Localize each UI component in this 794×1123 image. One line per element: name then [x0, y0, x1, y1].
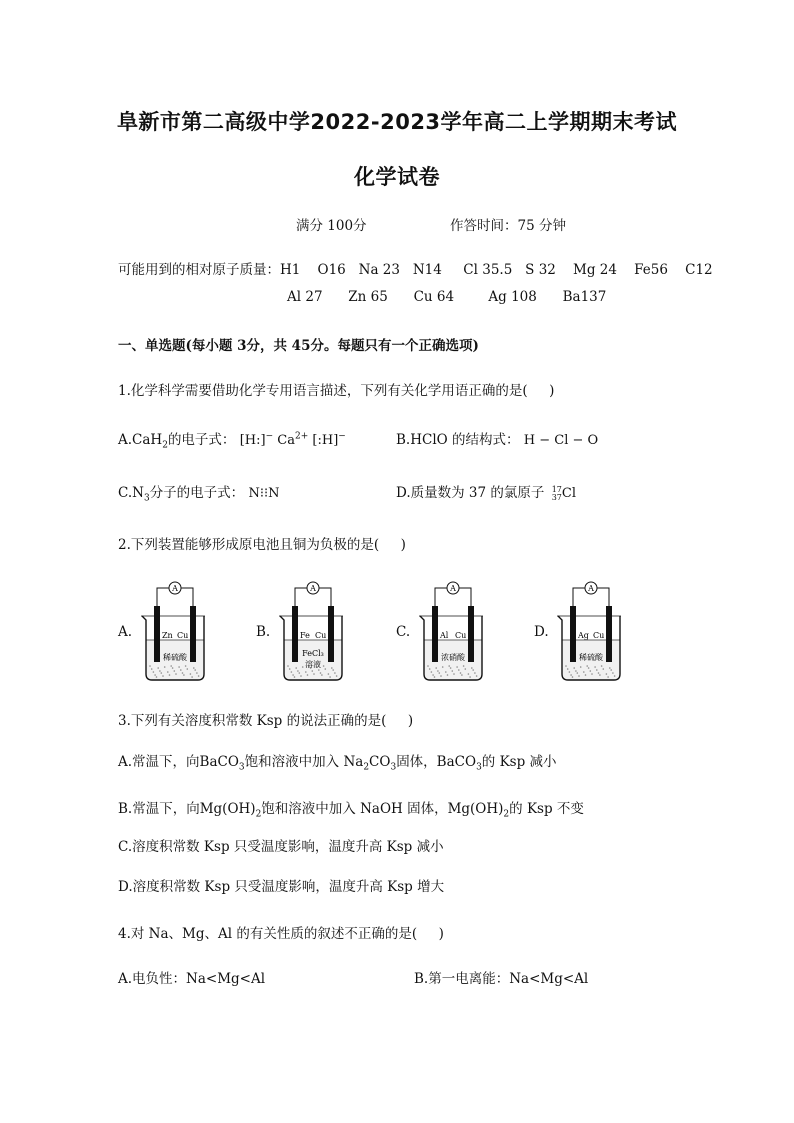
sediment-dot — [570, 674, 572, 676]
exam-subtitle: 化学试卷 — [354, 165, 440, 189]
sediment-dot — [583, 671, 585, 673]
sediment-dot — [614, 675, 616, 677]
q2-beaker-0 — [138, 576, 212, 684]
sediment-dot — [300, 675, 302, 677]
sediment-dot — [299, 672, 301, 674]
sediment-dot — [170, 665, 172, 667]
sediment-dot — [458, 669, 460, 671]
electrode-left — [154, 606, 160, 662]
sediment-dot — [596, 669, 598, 671]
q1-d-isotope-numbers: 17 37 — [551, 484, 562, 502]
sediment-dot — [452, 670, 454, 672]
solution-label-2: 溶液 — [305, 660, 321, 669]
sediment-dot — [305, 671, 307, 673]
sediment-dot — [312, 670, 314, 672]
wire-right — [319, 588, 331, 608]
sediment-dot — [320, 672, 322, 674]
electrode-left-label: Fe — [300, 631, 310, 640]
sediment-dot — [599, 674, 601, 676]
sediment-dot — [585, 674, 587, 676]
sediment-dot — [154, 674, 156, 676]
sediment-dot — [465, 668, 467, 670]
electrode-left — [570, 606, 576, 662]
sediment-dot — [575, 670, 577, 672]
sediment-dot — [572, 676, 574, 678]
q4-option-b: B.第一电离能：Na<Mg<Al — [414, 971, 589, 987]
sediment-dot — [325, 668, 327, 670]
q2-option-label-3: D. — [534, 624, 549, 640]
sediment-dot — [460, 672, 462, 674]
sediment-dot — [334, 672, 336, 674]
sediment-dot — [198, 675, 200, 677]
electrode-left — [292, 606, 298, 662]
q3-stem: 3.下列有关溶度积常数 Ksp 的说法正确的是( ) — [118, 713, 414, 729]
sediment-dot — [162, 675, 164, 677]
sediment-dot — [461, 674, 463, 676]
sediment-dot — [302, 666, 304, 668]
q1-b-formula: H − Cl − O — [523, 433, 599, 448]
wire-left — [573, 588, 585, 608]
solution-label: 稀硫酸 — [579, 653, 603, 662]
sediment-dot — [594, 666, 596, 668]
sediment-dot — [463, 665, 465, 667]
sediment-dot — [429, 668, 431, 670]
electrode-right — [606, 606, 612, 662]
sediment-dot — [603, 668, 605, 670]
electrode-right — [468, 606, 474, 662]
atomic-masses-line1 — [118, 258, 713, 278]
q1-option-a: A.CaH$_2$的电子式： [H:]− $Ca^{2+}$ [:H]− — [118, 431, 346, 451]
sediment-dot — [609, 667, 611, 669]
q2-option-label-1: B. — [256, 624, 271, 640]
electrode-left-label: Zn — [162, 631, 173, 640]
sediment-dot — [472, 669, 474, 671]
electrode-right-label: Cu — [455, 631, 467, 640]
solution-label: 稀硫酸 — [163, 653, 187, 662]
sediment-dot — [578, 675, 580, 677]
q3-option-d: D.溶度积常数 Ksp 只受温度影响，温度升高 Ksp 增大 — [118, 879, 445, 895]
sediment-dot — [450, 667, 452, 669]
sediment-dot — [193, 667, 195, 669]
sediment-dot — [448, 665, 450, 667]
sediment-dot — [178, 666, 180, 668]
wire-left — [157, 588, 169, 608]
solution-label: 浓硝酸 — [441, 653, 465, 662]
sediment-dot — [453, 673, 455, 675]
wire-left — [435, 588, 447, 608]
atomic-masses-label: 可能用到的相对原子质量： — [118, 262, 280, 278]
time-limit: 作答时间：75 分钟 — [450, 218, 566, 234]
wire-right — [181, 588, 193, 608]
sediment-dot — [591, 673, 593, 675]
q2-beaker-3 — [554, 576, 628, 684]
sediment-dot — [456, 666, 458, 668]
sediment-dot — [294, 676, 296, 678]
ammeter-letter: A — [588, 584, 594, 593]
sediment-dot — [469, 676, 471, 678]
q2-beaker-1 — [276, 576, 350, 684]
electrode-right-label: Cu — [593, 631, 605, 640]
sediment-dot — [156, 676, 158, 678]
sediment-dot — [331, 667, 333, 669]
sediment-dot — [468, 673, 470, 675]
ammeter-letter: A — [450, 584, 456, 593]
electrode-left — [432, 606, 438, 662]
sediment-dot — [612, 672, 614, 674]
q2-beaker-2 — [416, 576, 490, 684]
sediment-dot — [440, 675, 442, 677]
sediment-dot — [185, 665, 187, 667]
sediment-dot — [307, 674, 309, 676]
q1-c-formula: N⁝⁝N — [248, 486, 280, 501]
q4-option-a: A.电负性：Na<Mg<Al — [118, 971, 266, 987]
sediment-dot — [434, 676, 436, 678]
sediment-dot — [159, 670, 161, 672]
sediment-dot — [437, 670, 439, 672]
wire-right — [459, 588, 471, 608]
q1-option-b: B.HClO 的结构式： H − Cl − O — [396, 432, 599, 448]
sediment-dot — [607, 676, 609, 678]
sediment-dot — [565, 665, 567, 667]
sediment-dot — [447, 674, 449, 676]
sediment-dot — [474, 672, 476, 674]
sediment-dot — [427, 665, 429, 667]
ammeter-letter: A — [172, 584, 178, 593]
sediment-dot — [588, 667, 590, 669]
exam-title: 阜新市第二高级中学2022-2023学年高二上学期期末考试 — [116, 110, 678, 134]
sediment-dot — [336, 675, 338, 677]
sediment-dot — [476, 675, 478, 677]
sediment-dot — [151, 668, 153, 670]
sediment-dot — [291, 671, 293, 673]
electrode-left-label: Al — [440, 631, 449, 640]
sediment-dot — [445, 671, 447, 673]
sediment-dot — [586, 665, 588, 667]
sediment-dot — [431, 671, 433, 673]
q1-stem: 1.化学科学需要借助化学专用语言描述，下列有关化学用语正确的是( ) — [118, 383, 555, 399]
q2-stem: 2.下列装置能够形成原电池且铜为负极的是( ) — [118, 537, 406, 553]
wire-right — [597, 588, 609, 608]
sediment-dot — [187, 668, 189, 670]
sediment-dot — [190, 673, 192, 675]
sediment-dot — [580, 666, 582, 668]
sediment-dot — [180, 669, 182, 671]
sediment-dot — [435, 667, 437, 669]
sediment-dot — [318, 669, 320, 671]
sediment-dot — [598, 672, 600, 674]
section-heading: 一、单选题(每小题 3分，共 45分。每题只有一个正确选项) — [118, 338, 479, 354]
sediment-dot — [321, 674, 323, 676]
wire-left — [295, 588, 307, 608]
sediment-dot — [590, 670, 592, 672]
sediment-dot — [328, 673, 330, 675]
sediment-dot — [174, 670, 176, 672]
solution-label: FeCl₃ — [302, 649, 324, 658]
sediment-dot — [313, 673, 315, 675]
atomic-masses-line2: Al 27 Zn 65 Cu 64 Ag 108 Ba137 — [287, 289, 607, 305]
sediment-dot — [161, 672, 163, 674]
q3-option-c: C.溶度积常数 Ksp 只受温度影响，温度升高 Ksp 减小 — [118, 839, 444, 855]
sediment-dot — [196, 672, 198, 674]
sediment-dot — [606, 673, 608, 675]
sediment-dot — [149, 665, 151, 667]
sediment-dot — [442, 666, 444, 668]
q2-option-label-2: C. — [396, 624, 411, 640]
sediment-dot — [295, 667, 297, 669]
sediment-dot — [164, 666, 166, 668]
sediment-dot — [573, 667, 575, 669]
sediment-dot — [287, 665, 289, 667]
sediment-dot — [439, 672, 441, 674]
sediment-dot — [569, 671, 571, 673]
q1-option-c: $C.N_3$分子的电子式： N⁝⁝N — [118, 485, 280, 504]
q3-option-b: B.常温下，向$Mg(OH)_2$饱和溶液中加入 NaOH 固体，$Mg(OH)_2$的 Ksp 不变 — [118, 801, 584, 820]
sediment-dot — [329, 676, 331, 678]
electrode-right — [190, 606, 196, 662]
q2-option-label-0: A. — [118, 624, 133, 640]
sediment-dot — [172, 667, 174, 669]
sediment-dot — [323, 665, 325, 667]
sediment-dot — [289, 668, 291, 670]
sediment-dot — [567, 668, 569, 670]
sediment-dot — [601, 665, 603, 667]
ammeter-letter: A — [310, 584, 316, 593]
sediment-dot — [191, 676, 193, 678]
electrode-right — [328, 606, 334, 662]
sediment-dot — [610, 669, 612, 671]
sediment-dot — [471, 667, 473, 669]
sediment-dot — [175, 673, 177, 675]
sediment-dot — [292, 674, 294, 676]
sediment-dot — [167, 671, 169, 673]
sediment-dot — [577, 672, 579, 674]
q4-stem: 4.对 Na、Mg、Al 的有关性质的叙述不正确的是( ) — [118, 926, 444, 942]
sediment-dot — [157, 667, 159, 669]
electrode-left-label: Ag — [578, 631, 589, 640]
atomic-masses-values-1: H1 O16 Na 23 N14 Cl 35.5 S 32 Mg 24 Fe56 C12 — [280, 262, 713, 278]
sediment-dot — [297, 670, 299, 672]
sediment-dot — [194, 669, 196, 671]
electrode-right-label: Cu — [315, 631, 327, 640]
sediment-dot — [183, 674, 185, 676]
sediment-dot — [182, 672, 184, 674]
q1-a-formula: [H:]− $Ca^{2+}$ [:H]− — [239, 431, 346, 448]
electrode-right-label: Cu — [177, 631, 189, 640]
q3-option-a: A.常温下，向BaCO$_3$饱和溶液中加入 $Na_2CO_3$固体，BaCO$_3$的 Ksp 减小 — [118, 754, 557, 773]
q1-option-d: D.质量数为 37 的氯原子 17 37Cl — [396, 484, 576, 502]
sediment-dot — [169, 674, 171, 676]
sediment-dot — [332, 669, 334, 671]
sediment-dot — [153, 671, 155, 673]
sediment-dot — [432, 674, 434, 676]
full-score: 满分 100分 — [296, 218, 367, 234]
